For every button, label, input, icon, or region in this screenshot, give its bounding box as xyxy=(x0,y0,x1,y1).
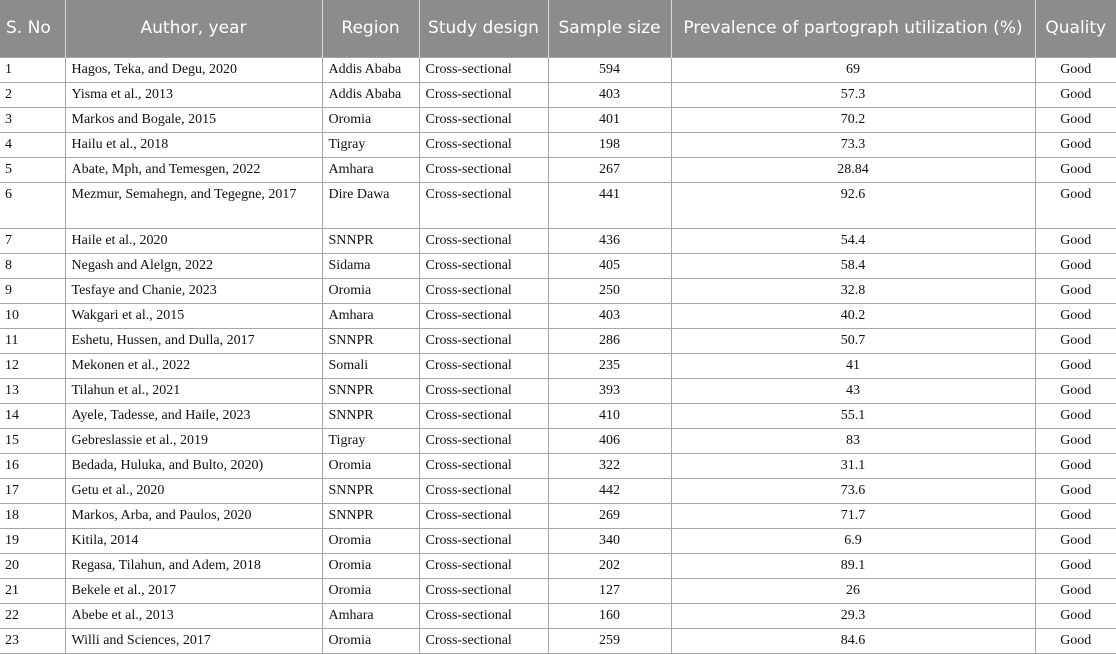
design-cell: Cross-sectional xyxy=(419,478,548,503)
region-cell: Tigray xyxy=(322,132,419,157)
prevalence-cell: 26 xyxy=(671,578,1035,603)
sample-size-cell: 594 xyxy=(548,57,671,82)
design-cell: Cross-sectional xyxy=(419,328,548,353)
header-row xyxy=(0,0,1116,57)
region-cell: Amhara xyxy=(322,603,419,628)
sample-size-cell: 441 xyxy=(548,182,671,228)
prevalence-cell: 54.4 xyxy=(671,228,1035,253)
region-cell: Sidama xyxy=(322,253,419,278)
table-row xyxy=(0,428,1116,453)
table-row xyxy=(0,228,1116,253)
header-author-year: Author, year xyxy=(65,0,322,57)
sample-size-cell: 267 xyxy=(548,157,671,182)
author-cell: Negash and Alelgn, 2022 xyxy=(65,253,322,278)
sample-size-cell: 259 xyxy=(548,628,671,653)
sno-cell: 9 xyxy=(0,278,65,303)
sno-cell: 21 xyxy=(0,578,65,603)
sno-cell: 19 xyxy=(0,528,65,553)
table-row xyxy=(0,603,1116,628)
author-cell: Mekonen et al., 2022 xyxy=(65,353,322,378)
prevalence-cell: 50.7 xyxy=(671,328,1035,353)
sample-size-cell: 160 xyxy=(548,603,671,628)
sno-cell: 8 xyxy=(0,253,65,278)
quality-cell: Good xyxy=(1035,478,1116,503)
quality-cell: Good xyxy=(1035,82,1116,107)
design-cell: Cross-sectional xyxy=(419,353,548,378)
author-cell: Bedada, Huluka, and Bulto, 2020) xyxy=(65,453,322,478)
prevalence-cell: 92.6 xyxy=(671,182,1035,228)
sno-cell: 18 xyxy=(0,503,65,528)
sno-cell: 16 xyxy=(0,453,65,478)
prevalence-cell: 57.3 xyxy=(671,82,1035,107)
quality-cell: Good xyxy=(1035,328,1116,353)
sample-size-cell: 442 xyxy=(548,478,671,503)
quality-cell: Good xyxy=(1035,603,1116,628)
table-row xyxy=(0,303,1116,328)
table-row xyxy=(0,328,1116,353)
design-cell: Cross-sectional xyxy=(419,278,548,303)
sample-size-cell: 202 xyxy=(548,553,671,578)
quality-cell: Good xyxy=(1035,278,1116,303)
header-sno: S. No xyxy=(0,0,65,57)
design-cell: Cross-sectional xyxy=(419,228,548,253)
design-cell: Cross-sectional xyxy=(419,528,548,553)
prevalence-cell: 55.1 xyxy=(671,403,1035,428)
quality-cell: Good xyxy=(1035,303,1116,328)
quality-cell: Good xyxy=(1035,182,1116,228)
sno-cell: 10 xyxy=(0,303,65,328)
prevalence-cell: 83 xyxy=(671,428,1035,453)
header-sample-size: Sample size xyxy=(548,0,671,57)
table-row xyxy=(0,82,1116,107)
region-cell: Somali xyxy=(322,353,419,378)
author-cell: Hagos, Teka, and Degu, 2020 xyxy=(65,57,322,82)
region-cell: Oromia xyxy=(322,278,419,303)
design-cell: Cross-sectional xyxy=(419,603,548,628)
design-cell: Cross-sectional xyxy=(419,428,548,453)
region-cell: Amhara xyxy=(322,303,419,328)
author-cell: Abate, Mph, and Temesgen, 2022 xyxy=(65,157,322,182)
author-cell: Markos and Bogale, 2015 xyxy=(65,107,322,132)
header-quality: Quality xyxy=(1035,0,1116,57)
design-cell: Cross-sectional xyxy=(419,503,548,528)
quality-cell: Good xyxy=(1035,578,1116,603)
sno-cell: 15 xyxy=(0,428,65,453)
quality-cell: Good xyxy=(1035,253,1116,278)
prevalence-cell: 32.8 xyxy=(671,278,1035,303)
sample-size-cell: 393 xyxy=(548,378,671,403)
sno-cell: 14 xyxy=(0,403,65,428)
author-cell: Eshetu, Hussen, and Dulla, 2017 xyxy=(65,328,322,353)
quality-cell: Good xyxy=(1035,132,1116,157)
quality-cell: Good xyxy=(1035,378,1116,403)
author-cell: Kitila, 2014 xyxy=(65,528,322,553)
table-row xyxy=(0,553,1116,578)
prevalence-cell: 29.3 xyxy=(671,603,1035,628)
author-cell: Getu et al., 2020 xyxy=(65,478,322,503)
sno-cell: 2 xyxy=(0,82,65,107)
author-cell: Hailu et al., 2018 xyxy=(65,132,322,157)
prevalence-cell: 69 xyxy=(671,57,1035,82)
prevalence-cell: 31.1 xyxy=(671,453,1035,478)
author-cell: Abebe et al., 2013 xyxy=(65,603,322,628)
header-study-design: Study design xyxy=(419,0,548,57)
region-cell: Addis Ababa xyxy=(322,57,419,82)
table-row xyxy=(0,57,1116,82)
author-cell: Tesfaye and Chanie, 2023 xyxy=(65,278,322,303)
table-row xyxy=(0,157,1116,182)
region-cell: Oromia xyxy=(322,628,419,653)
table-row xyxy=(0,378,1116,403)
prevalence-cell: 71.7 xyxy=(671,503,1035,528)
sno-cell: 12 xyxy=(0,353,65,378)
sno-cell: 7 xyxy=(0,228,65,253)
region-cell: Amhara xyxy=(322,157,419,182)
region-cell: Tigray xyxy=(322,428,419,453)
quality-cell: Good xyxy=(1035,528,1116,553)
region-cell: Oromia xyxy=(322,528,419,553)
table-row xyxy=(0,403,1116,428)
author-cell: Haile et al., 2020 xyxy=(65,228,322,253)
table-row xyxy=(0,503,1116,528)
table-row xyxy=(0,132,1116,157)
design-cell: Cross-sectional xyxy=(419,132,548,157)
sno-cell: 1 xyxy=(0,57,65,82)
prevalence-cell: 40.2 xyxy=(671,303,1035,328)
author-cell: Bekele et al., 2017 xyxy=(65,578,322,603)
design-cell: Cross-sectional xyxy=(419,107,548,132)
author-cell: Markos, Arba, and Paulos, 2020 xyxy=(65,503,322,528)
author-cell: Regasa, Tilahun, and Adem, 2018 xyxy=(65,553,322,578)
sample-size-cell: 403 xyxy=(548,82,671,107)
design-cell: Cross-sectional xyxy=(419,157,548,182)
quality-cell: Good xyxy=(1035,157,1116,182)
sample-size-cell: 405 xyxy=(548,253,671,278)
sample-size-cell: 127 xyxy=(548,578,671,603)
prevalence-cell: 41 xyxy=(671,353,1035,378)
quality-cell: Good xyxy=(1035,503,1116,528)
sample-size-cell: 340 xyxy=(548,528,671,553)
region-cell: Oromia xyxy=(322,453,419,478)
prevalence-cell: 28.84 xyxy=(671,157,1035,182)
design-cell: Cross-sectional xyxy=(419,553,548,578)
sample-size-cell: 269 xyxy=(548,503,671,528)
prevalence-cell: 84.6 xyxy=(671,628,1035,653)
table-row xyxy=(0,578,1116,603)
design-cell: Cross-sectional xyxy=(419,403,548,428)
design-cell: Cross-sectional xyxy=(419,253,548,278)
design-cell: Cross-sectional xyxy=(419,628,548,653)
table-row xyxy=(0,353,1116,378)
sno-cell: 17 xyxy=(0,478,65,503)
prevalence-cell: 73.6 xyxy=(671,478,1035,503)
design-cell: Cross-sectional xyxy=(419,82,548,107)
design-cell: Cross-sectional xyxy=(419,57,548,82)
table-body xyxy=(0,57,1116,653)
sample-size-cell: 403 xyxy=(548,303,671,328)
sno-cell: 20 xyxy=(0,553,65,578)
quality-cell: Good xyxy=(1035,553,1116,578)
table-row xyxy=(0,453,1116,478)
sno-cell: 11 xyxy=(0,328,65,353)
sample-size-cell: 235 xyxy=(548,353,671,378)
sample-size-cell: 410 xyxy=(548,403,671,428)
prevalence-cell: 43 xyxy=(671,378,1035,403)
table-row xyxy=(0,478,1116,503)
sno-cell: 23 xyxy=(0,628,65,653)
design-cell: Cross-sectional xyxy=(419,453,548,478)
sample-size-cell: 401 xyxy=(548,107,671,132)
table-row xyxy=(0,278,1116,303)
quality-cell: Good xyxy=(1035,57,1116,82)
author-cell: Gebreslassie et al., 2019 xyxy=(65,428,322,453)
region-cell: Oromia xyxy=(322,553,419,578)
quality-cell: Good xyxy=(1035,428,1116,453)
region-cell: SNNPR xyxy=(322,403,419,428)
sno-cell: 6 xyxy=(0,182,65,228)
prevalence-cell: 58.4 xyxy=(671,253,1035,278)
prevalence-cell: 6.9 xyxy=(671,528,1035,553)
sample-size-cell: 436 xyxy=(548,228,671,253)
table-row xyxy=(0,528,1116,553)
quality-cell: Good xyxy=(1035,353,1116,378)
table-row xyxy=(0,182,1116,228)
author-cell: Mezmur, Semahegn, and Tegegne, 2017 xyxy=(65,182,322,228)
table-row xyxy=(0,628,1116,653)
author-cell: Yisma et al., 2013 xyxy=(65,82,322,107)
header-region: Region xyxy=(322,0,419,57)
sno-cell: 5 xyxy=(0,157,65,182)
quality-cell: Good xyxy=(1035,628,1116,653)
region-cell: SNNPR xyxy=(322,378,419,403)
quality-cell: Good xyxy=(1035,107,1116,132)
quality-cell: Good xyxy=(1035,453,1116,478)
region-cell: Addis Ababa xyxy=(322,82,419,107)
sample-size-cell: 322 xyxy=(548,453,671,478)
sno-cell: 13 xyxy=(0,378,65,403)
region-cell: SNNPR xyxy=(322,478,419,503)
region-cell: SNNPR xyxy=(322,503,419,528)
design-cell: Cross-sectional xyxy=(419,182,548,228)
design-cell: Cross-sectional xyxy=(419,378,548,403)
author-cell: Tilahun et al., 2021 xyxy=(65,378,322,403)
region-cell: Oromia xyxy=(322,578,419,603)
author-cell: Willi and Sciences, 2017 xyxy=(65,628,322,653)
sno-cell: 22 xyxy=(0,603,65,628)
prevalence-cell: 89.1 xyxy=(671,553,1035,578)
author-cell: Ayele, Tadesse, and Haile, 2023 xyxy=(65,403,322,428)
region-cell: SNNPR xyxy=(322,228,419,253)
prevalence-cell: 70.2 xyxy=(671,107,1035,132)
header-prevalence: Prevalence of partograph utilization (%) xyxy=(671,0,1035,57)
quality-cell: Good xyxy=(1035,403,1116,428)
design-cell: Cross-sectional xyxy=(419,303,548,328)
prevalence-cell: 73.3 xyxy=(671,132,1035,157)
design-cell: Cross-sectional xyxy=(419,578,548,603)
sample-size-cell: 198 xyxy=(548,132,671,157)
sample-size-cell: 406 xyxy=(548,428,671,453)
table-row xyxy=(0,253,1116,278)
region-cell: Dire Dawa xyxy=(322,182,419,228)
sno-cell: 4 xyxy=(0,132,65,157)
author-cell: Wakgari et al., 2015 xyxy=(65,303,322,328)
sample-size-cell: 250 xyxy=(548,278,671,303)
table-row xyxy=(0,107,1116,132)
region-cell: Oromia xyxy=(322,107,419,132)
sample-size-cell: 286 xyxy=(548,328,671,353)
sno-cell: 3 xyxy=(0,107,65,132)
quality-cell: Good xyxy=(1035,228,1116,253)
region-cell: SNNPR xyxy=(322,328,419,353)
